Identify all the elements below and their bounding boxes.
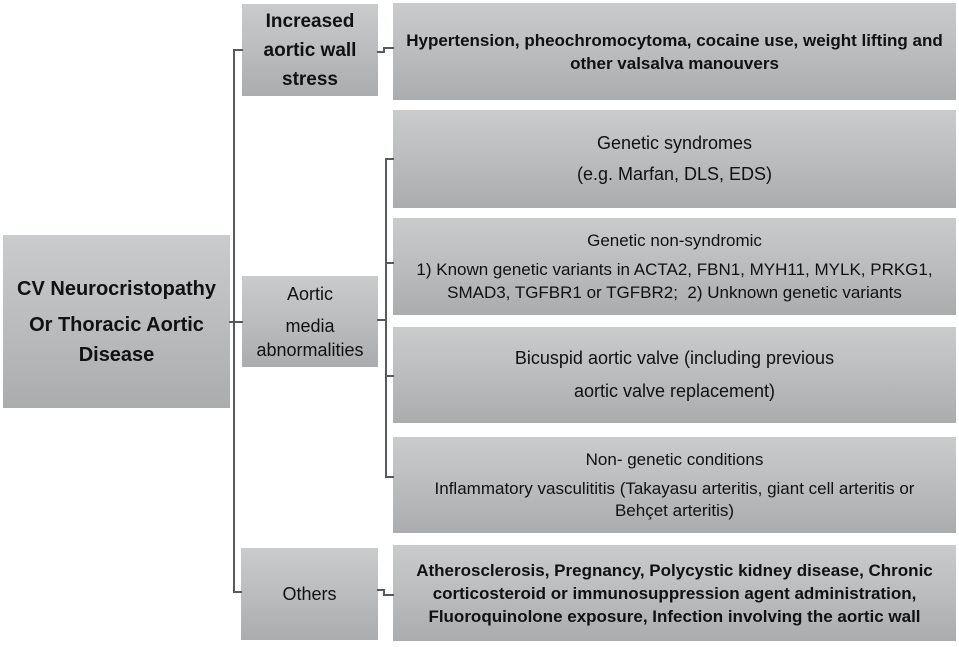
- right-bracket-stub-genetic-syndromes: [385, 158, 394, 160]
- genetic-non-syndromic-line1: Genetic non-syndromic: [587, 231, 762, 250]
- media-box-line2: media: [285, 315, 335, 336]
- genetic-syndromes-box: [393, 110, 956, 208]
- media-box-line1: Aortic: [286, 283, 333, 304]
- others-detail-connector-h2: [383, 594, 394, 596]
- increased-aortic-wall-stress-box: [242, 4, 378, 96]
- cv-to-aortic-media-connector: [229, 321, 243, 323]
- cv-box-line2: Or Thoracic Aortic: [29, 313, 204, 336]
- bicuspid-line1: Bicuspid aortic valve (including previous: [514, 348, 835, 368]
- genetic-non-syndromic-line3: SMAD3, TGFBR1 or TGFBR2; 2) Unknown genetic variants: [447, 283, 902, 302]
- hypertension-box: [393, 3, 956, 100]
- aortic-media-abnormalities-box: [242, 276, 378, 367]
- media-box-line3: abnormalities: [256, 339, 364, 360]
- stress-box-line2: aortic wall: [263, 39, 357, 61]
- right-bracket-stub-bicuspid: [385, 375, 394, 377]
- genetic-syndromes-line1: Genetic syndromes: [596, 133, 753, 153]
- non-genetic-line3: Behçet arteritis): [614, 500, 735, 520]
- right-bracket-stub-genetic-non-syndromic: [385, 262, 394, 264]
- right-bracket-stub-non-genetic: [385, 476, 394, 478]
- hypertension-box-line1: Hypertension, pheochromocytoma, cocaine use, weight lifting and: [406, 30, 943, 50]
- stress-hypertension-connector-h2: [383, 47, 394, 49]
- hypertension-box-line2: other valsalva manouvers: [570, 53, 779, 73]
- others-box: [241, 548, 378, 640]
- stress-box-line1: Increased: [265, 10, 355, 32]
- aortic-media-to-right-bracket-connector: [377, 319, 387, 321]
- stress-box-line3: stress: [282, 68, 338, 90]
- cv-box-line3: Disease: [78, 343, 155, 366]
- left-bracket-top-stub: [233, 49, 243, 51]
- non-genetic-conditions-box: [393, 437, 956, 533]
- non-genetic-line2: Inflammatory vasculititis (Takayasu arteritis, giant cell arteritis or: [434, 478, 915, 498]
- cv-neurocristopathy-box: [3, 235, 230, 408]
- genetic-non-syndromic-box: [393, 218, 956, 315]
- genetic-syndromes-line2: (e.g. Marfan, DLS, EDS): [576, 164, 773, 184]
- others-detail-box: [393, 545, 956, 641]
- non-genetic-line1: Non- genetic conditions: [585, 449, 764, 469]
- genetic-non-syndromic-line2: 1) Known genetic variants in ACTA2, FBN1, MYH11, MYLK, PRKG1,: [416, 260, 933, 279]
- right-bracket-vertical-line: [385, 158, 387, 478]
- others-box-label: Others: [282, 584, 337, 604]
- bicuspid-aortic-valve-box: [393, 327, 956, 423]
- bicuspid-line2: aortic valve replacement): [573, 381, 776, 401]
- cv-box-line1: CV Neurocristopathy: [17, 277, 216, 300]
- others-detail-line3: Fluoroquinolone exposure, Infection involving the aortic wall: [428, 606, 921, 626]
- others-detail-line2: corticosteroid or immunosuppression agent administration,: [432, 583, 917, 603]
- others-detail-line1: Atherosclerosis, Pregnancy, Polycystic kidney disease, Chronic: [416, 560, 933, 580]
- left-bracket-bottom-stub: [233, 591, 242, 593]
